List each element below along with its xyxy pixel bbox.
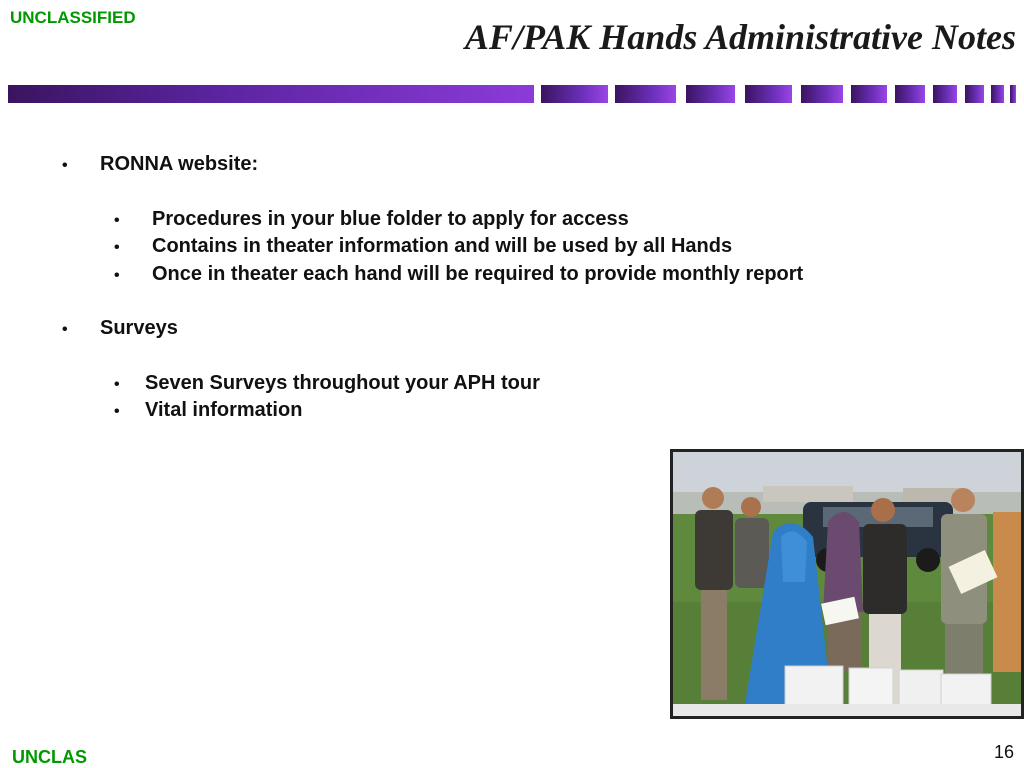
bullet-text: RONNA website: bbox=[100, 153, 259, 175]
sub-bullet-text: Vital information bbox=[145, 399, 303, 421]
bullet-glyph: • bbox=[114, 239, 120, 256]
divider-bar-segment bbox=[965, 85, 984, 103]
bullet-glyph: • bbox=[114, 403, 120, 420]
bullet-glyph: • bbox=[114, 212, 120, 229]
divider-bar-segment bbox=[991, 85, 1004, 103]
event-photo bbox=[670, 449, 1024, 719]
divider-bar-segment bbox=[745, 85, 792, 103]
bullet-text: Surveys bbox=[100, 317, 178, 339]
sub-bullet-item bbox=[114, 372, 540, 395]
event-photo-illustration bbox=[673, 452, 1021, 716]
sub-bullet-item bbox=[114, 208, 629, 231]
classification-banner-top: UNCLASSIFIED bbox=[10, 8, 136, 27]
sub-bullet-item bbox=[114, 263, 803, 286]
divider-bar-segment bbox=[895, 85, 925, 103]
slide-title: AF/PAK Hands Administrative Notes bbox=[464, 17, 1016, 57]
divider-bar-segment bbox=[541, 85, 608, 103]
divider-bar-segment bbox=[1010, 85, 1016, 103]
bullet-glyph: • bbox=[114, 267, 120, 284]
divider-bar-segment bbox=[851, 85, 887, 103]
divider-bar-segment bbox=[801, 85, 843, 103]
bullet-glyph: • bbox=[62, 157, 68, 174]
sub-bullet-text: Seven Surveys throughout your APH tour bbox=[145, 372, 540, 394]
divider-bar-segment bbox=[615, 85, 676, 103]
divider-bar-segment bbox=[933, 85, 957, 103]
sub-bullet-text: Once in theater each hand will be required to provide monthly report bbox=[152, 263, 804, 285]
classification-banner-bottom: UNCLAS bbox=[12, 747, 87, 767]
divider-bar-main bbox=[8, 85, 534, 103]
sub-bullet-item bbox=[114, 235, 732, 258]
bullet-glyph: • bbox=[114, 376, 120, 393]
sub-bullet-item bbox=[114, 399, 302, 422]
sub-bullet-text: Procedures in your blue folder to apply for access bbox=[152, 208, 629, 230]
bullet-item bbox=[62, 317, 178, 340]
bullet-glyph: • bbox=[62, 321, 68, 338]
sub-bullet-text: Contains in theater information and will be used by all Hands bbox=[152, 235, 733, 257]
bullet-item bbox=[62, 153, 258, 176]
divider-bar-segment bbox=[686, 85, 735, 103]
page-number: 16 bbox=[993, 742, 1014, 762]
